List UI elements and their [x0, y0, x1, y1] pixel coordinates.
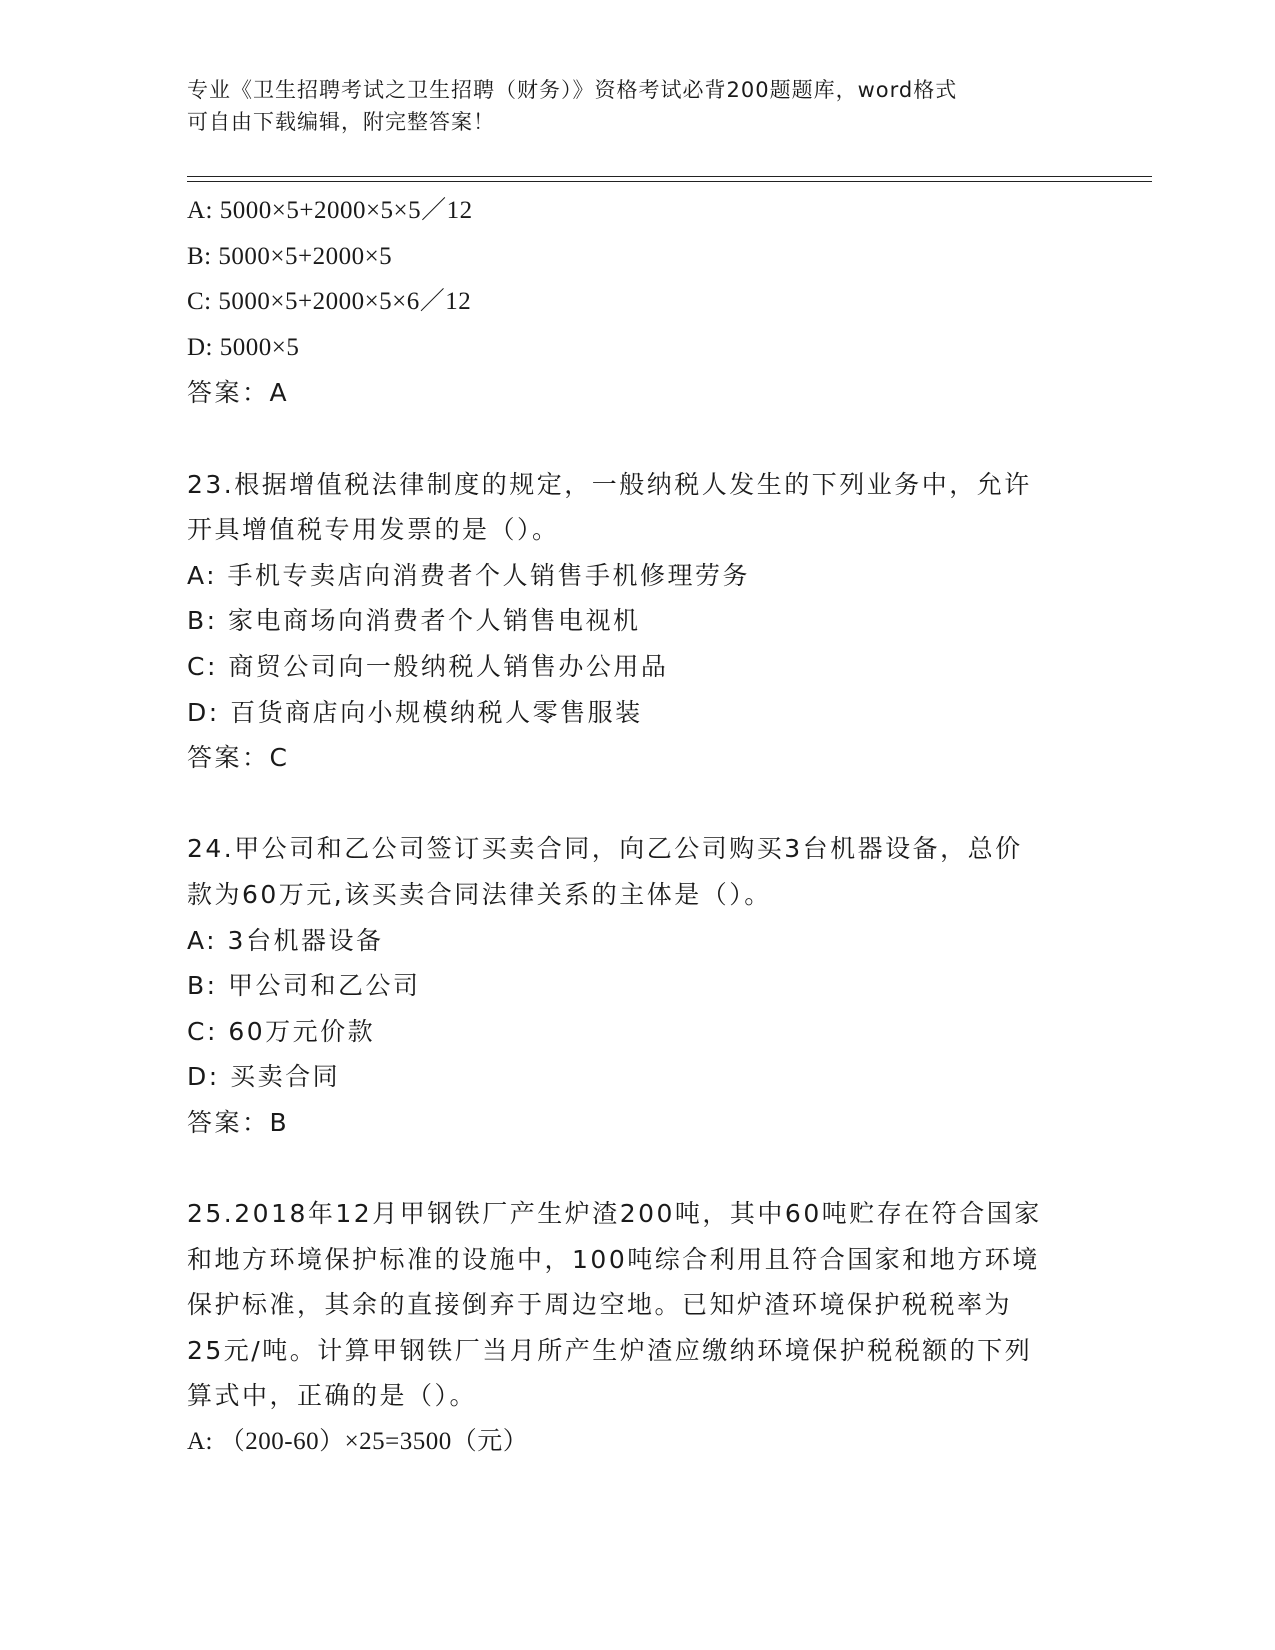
question-stem-line: 25元/吨。计算甲钢铁厂当月所产生炉渣应缴纳环境保护税税额的下列 [187, 1335, 1033, 1365]
question-stem-line: 25.2018年12月甲钢铁厂产生炉渣200吨，其中60吨贮存在符合国家 [187, 1199, 1042, 1229]
option-a: A: 手机专卖店向消费者个人销售手机修理劳务 [187, 560, 751, 590]
spacer [187, 1145, 1087, 1191]
question-stem-line: 保护标准，其余的直接倒弃于周边空地。已知炉渣环境保护税税率为 [187, 1290, 1013, 1320]
option-a: A: 5000×5+2000×5×5／12 [187, 197, 473, 224]
spacer [187, 416, 1087, 462]
option-b: B: 5000×5+2000×5 [187, 242, 393, 270]
option-a: A: （200-60）×25=3500（元） [187, 1428, 529, 1456]
option-a: A: 3台机器设备 [187, 925, 384, 955]
option-d: D: 买卖合同 [187, 1062, 341, 1092]
option-c: C: 商贸公司向一般纳税人销售办公用品 [187, 651, 669, 681]
header-line-1: 专业《卫生招聘考试之卫生招聘（财务）》资格考试必背200题题库，word格式 [187, 78, 958, 102]
question-stem-line: 开具增值税专用发票的是（）。 [187, 515, 560, 545]
question-25 [187, 1191, 1087, 1465]
question-22-options [187, 188, 1087, 416]
question-stem-line: 款为60万元,该买卖合同法律关系的主体是（）。 [187, 879, 772, 909]
spacer [187, 781, 1087, 827]
option-c: C: 60万元价款 [187, 1016, 376, 1046]
question-23 [187, 462, 1087, 781]
header-divider-bottom [187, 181, 1152, 182]
question-24 [187, 826, 1087, 1145]
question-stem-line: 算式中，正确的是（）。 [187, 1381, 478, 1411]
question-stem-line: 和地方环境保护标准的设施中，100吨综合利用且符合国家和地方环境 [187, 1244, 1040, 1274]
question-content [187, 188, 1087, 1465]
document-header [187, 74, 1087, 138]
option-d: D: 5000×5 [187, 333, 300, 361]
option-b: B: 甲公司和乙公司 [187, 971, 421, 1001]
option-b: B: 家电商场向消费者个人销售电视机 [187, 606, 641, 636]
header-line-2: 可自由下载编辑，附完整答案！ [187, 110, 495, 134]
question-stem-line: 23.根据增值税法律制度的规定，一般纳税人发生的下列业务中，允许 [187, 469, 1032, 499]
header-divider-top [187, 176, 1152, 177]
answer-23: 答案：C [187, 743, 290, 773]
option-d: D: 百货商店向小规模纳税人零售服装 [187, 697, 643, 727]
option-c: C: 5000×5+2000×5×6／12 [187, 288, 472, 316]
answer-24: 答案：B [187, 1107, 290, 1137]
question-stem-line: 24.甲公司和乙公司签订买卖合同，向乙公司购买3台机器设备，总价 [187, 834, 1023, 864]
answer-22: 答案：A [187, 378, 290, 408]
